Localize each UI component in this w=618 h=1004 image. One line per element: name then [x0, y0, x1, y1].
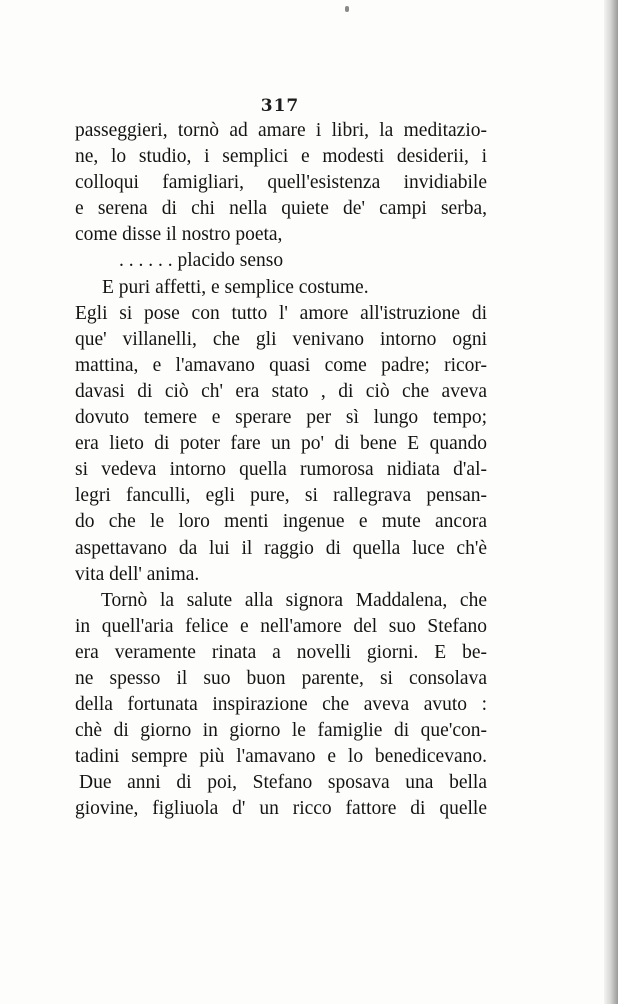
text-line: e serena di chi nella quiete de' campi serba, [75, 198, 487, 220]
text-line: giovine, figliuola d' un ricco fattore di quelle [75, 798, 487, 820]
text-line: aspettavano da lui il raggio di quella luce ch'è [75, 537, 487, 559]
text-line: era veramente rinata a novelli giorni. E be- [75, 641, 487, 663]
text-line: vita dell' anima. [75, 563, 200, 585]
text-line: si vedeva intorno quella rumorosa nidiata d'al- [75, 459, 487, 481]
text-line: della fortunata inspirazione che aveva avuto : [75, 694, 487, 716]
text-line: era lieto di poter fare un po' di bene E quando [75, 433, 487, 455]
page-edge-shadow [604, 0, 618, 1004]
text-line: chè di giorno in giorno le famiglie di que'con- [75, 720, 487, 742]
verse-line: E puri affetti, e semplice costume. [102, 276, 369, 298]
text-line: legri fanculli, egli pure, si rallegrava pensan- [75, 485, 487, 507]
text-line: dovuto temere e sperare per sì lungo tempo; [75, 407, 487, 429]
paragraph-first-line: Tornò la salute alla signora Maddalena, che [101, 589, 487, 611]
text-line: mattina, e l'amavano quasi come padre; ricor- [75, 354, 487, 376]
body-text [75, 118, 487, 823]
verse-line: . . . . . . placido senso [119, 250, 284, 272]
paragraph-first-line: Due anni di poi, Stefano sposava una bella [79, 772, 487, 794]
text-line: in quell'aria felice e nell'amore del suo Stefano [75, 615, 487, 637]
ink-spot [345, 6, 349, 12]
text-line: passeggieri, tornò ad amare i libri, la meditazio- [75, 120, 487, 141]
text-line: que' villanelli, che gli venivano intorno ogni [75, 328, 487, 350]
text-line: davasi di ciò ch' era stato , di ciò che aveva [75, 380, 487, 402]
text-line: Egli si pose con tutto l' amore all'istruzione di [75, 302, 487, 324]
text-line: come disse il nostro poeta, [75, 224, 283, 246]
text-line: ne, lo studio, i semplici e modesti desiderii, i [75, 146, 487, 168]
text-line: colloqui famigliari, quell'esistenza invidiabile [75, 172, 487, 194]
text-line: ne spesso il suo buon parente, si consolava [75, 667, 487, 689]
text-line: do che le loro menti ingenue e mute ancora [75, 511, 487, 533]
page-number: 317 [260, 96, 300, 116]
text-line: tadini sempre più l'amavano e lo benedicevano. [75, 746, 487, 768]
